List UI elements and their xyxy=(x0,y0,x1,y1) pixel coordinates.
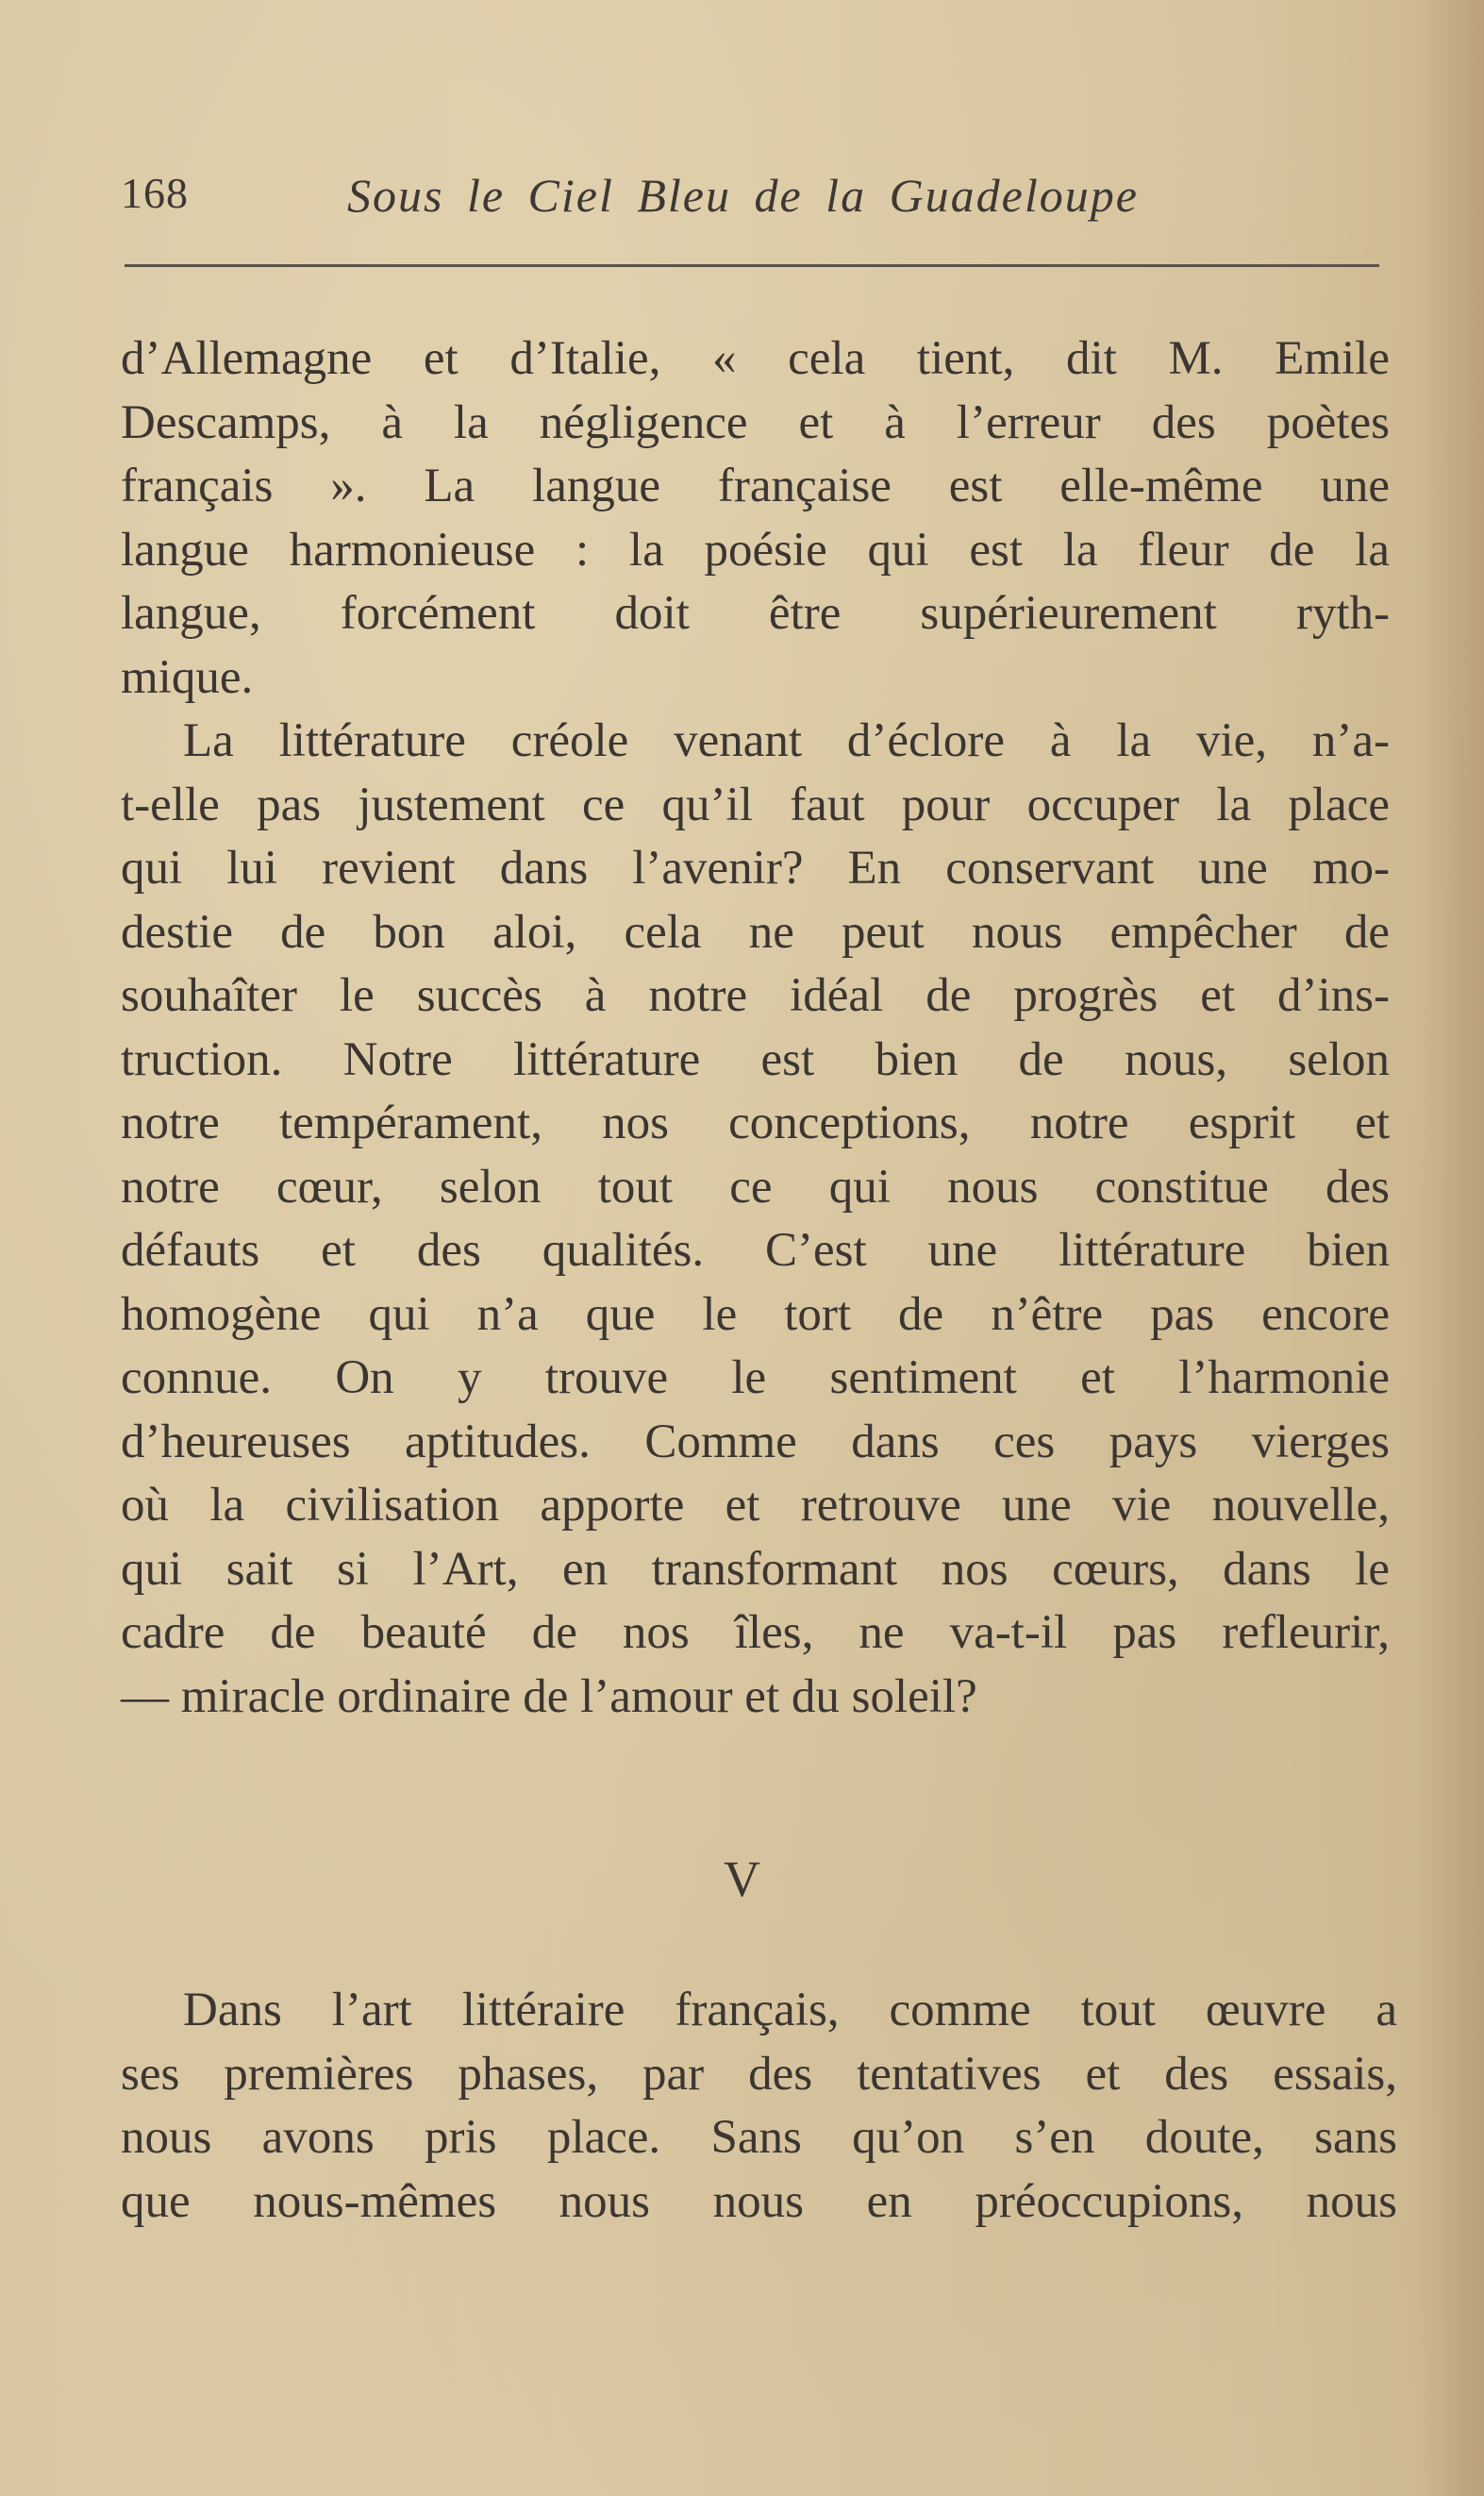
page-edge-shadow xyxy=(1418,0,1484,2496)
paragraph-2 xyxy=(121,710,1390,1729)
text-line: d’Allemagne et d’Italie, « cela tient, dit M. Emile xyxy=(121,332,1390,385)
text-line: cadre de beauté de nos îles, ne va-t-il pas refleurir, xyxy=(121,1606,1390,1659)
text-line: d’heureuses aptitudes. Comme dans ces pays vierges xyxy=(121,1415,1390,1468)
text-line: nous avons pris place. Sans qu’on s’en doute, sans xyxy=(121,2111,1397,2164)
page-number: 168 xyxy=(121,169,189,217)
running-title: Sous le Ciel Bleu de la Guadeloupe xyxy=(347,169,1139,222)
text-line: destie de bon aloi, cela ne peut nous empêcher de xyxy=(121,905,1390,959)
text-line: ses premières phases, par des tentatives et des essais, xyxy=(121,2047,1397,2101)
text-line: qui sait si l’Art, en transformant nos cœurs, dans le xyxy=(121,1542,1390,1596)
text-line: mique. xyxy=(121,650,254,704)
body-text-continued xyxy=(121,1979,1397,2234)
text-line: homogène qui n’a que le tort de n’être pas encore xyxy=(121,1287,1390,1341)
text-line: langue harmonieuse : la poésie qui est la fleur de la xyxy=(121,523,1390,577)
paragraph-1 xyxy=(121,327,1390,710)
text-line: truction. Notre littérature est bien de nous, selon xyxy=(121,1032,1390,1086)
text-line: que nous-mêmes nous nous en préoccupions, nous xyxy=(121,2174,1397,2228)
header-rule xyxy=(125,264,1379,267)
text-line: Dans l’art littéraire français, comme tout œuvre a xyxy=(183,1984,1397,2036)
text-line: notre tempérament, nos conceptions, notre esprit et xyxy=(121,1097,1390,1149)
text-line: où la civilisation apporte et retrouve une vie nouvelle, xyxy=(121,1479,1390,1532)
text-line: — miracle ordinaire de l’amour et du soleil? xyxy=(121,1669,977,1723)
text-line: La littérature créole venant d’éclore à la vie, n’a- xyxy=(183,714,1390,767)
text-line: défauts et des qualités. C’est une littérature bien xyxy=(121,1224,1390,1277)
text-line: qui lui revient dans l’avenir? En conservant une mo- xyxy=(121,842,1390,895)
text-line: t-elle pas justement ce qu’il faut pour occuper la place xyxy=(121,778,1390,831)
section-heading: V xyxy=(724,1851,760,1907)
text-line: souhaîter le succès à notre idéal de progrès et d’ins- xyxy=(121,969,1390,1022)
text-line: français ». La langue française est elle-même une xyxy=(121,460,1390,512)
body-text xyxy=(121,327,1390,1729)
text-line: connue. On y trouve le sentiment et l’harmonie xyxy=(121,1351,1390,1404)
page-header xyxy=(121,160,1385,226)
text-line: Descamps, à la négligence et à l’erreur des poètes xyxy=(121,395,1390,449)
text-line: notre cœur, selon tout ce qui nous constitue des xyxy=(121,1160,1390,1214)
paragraph-3 xyxy=(121,1979,1397,2234)
text-line: langue, forcément doit être supérieurement ryth- xyxy=(121,587,1390,640)
